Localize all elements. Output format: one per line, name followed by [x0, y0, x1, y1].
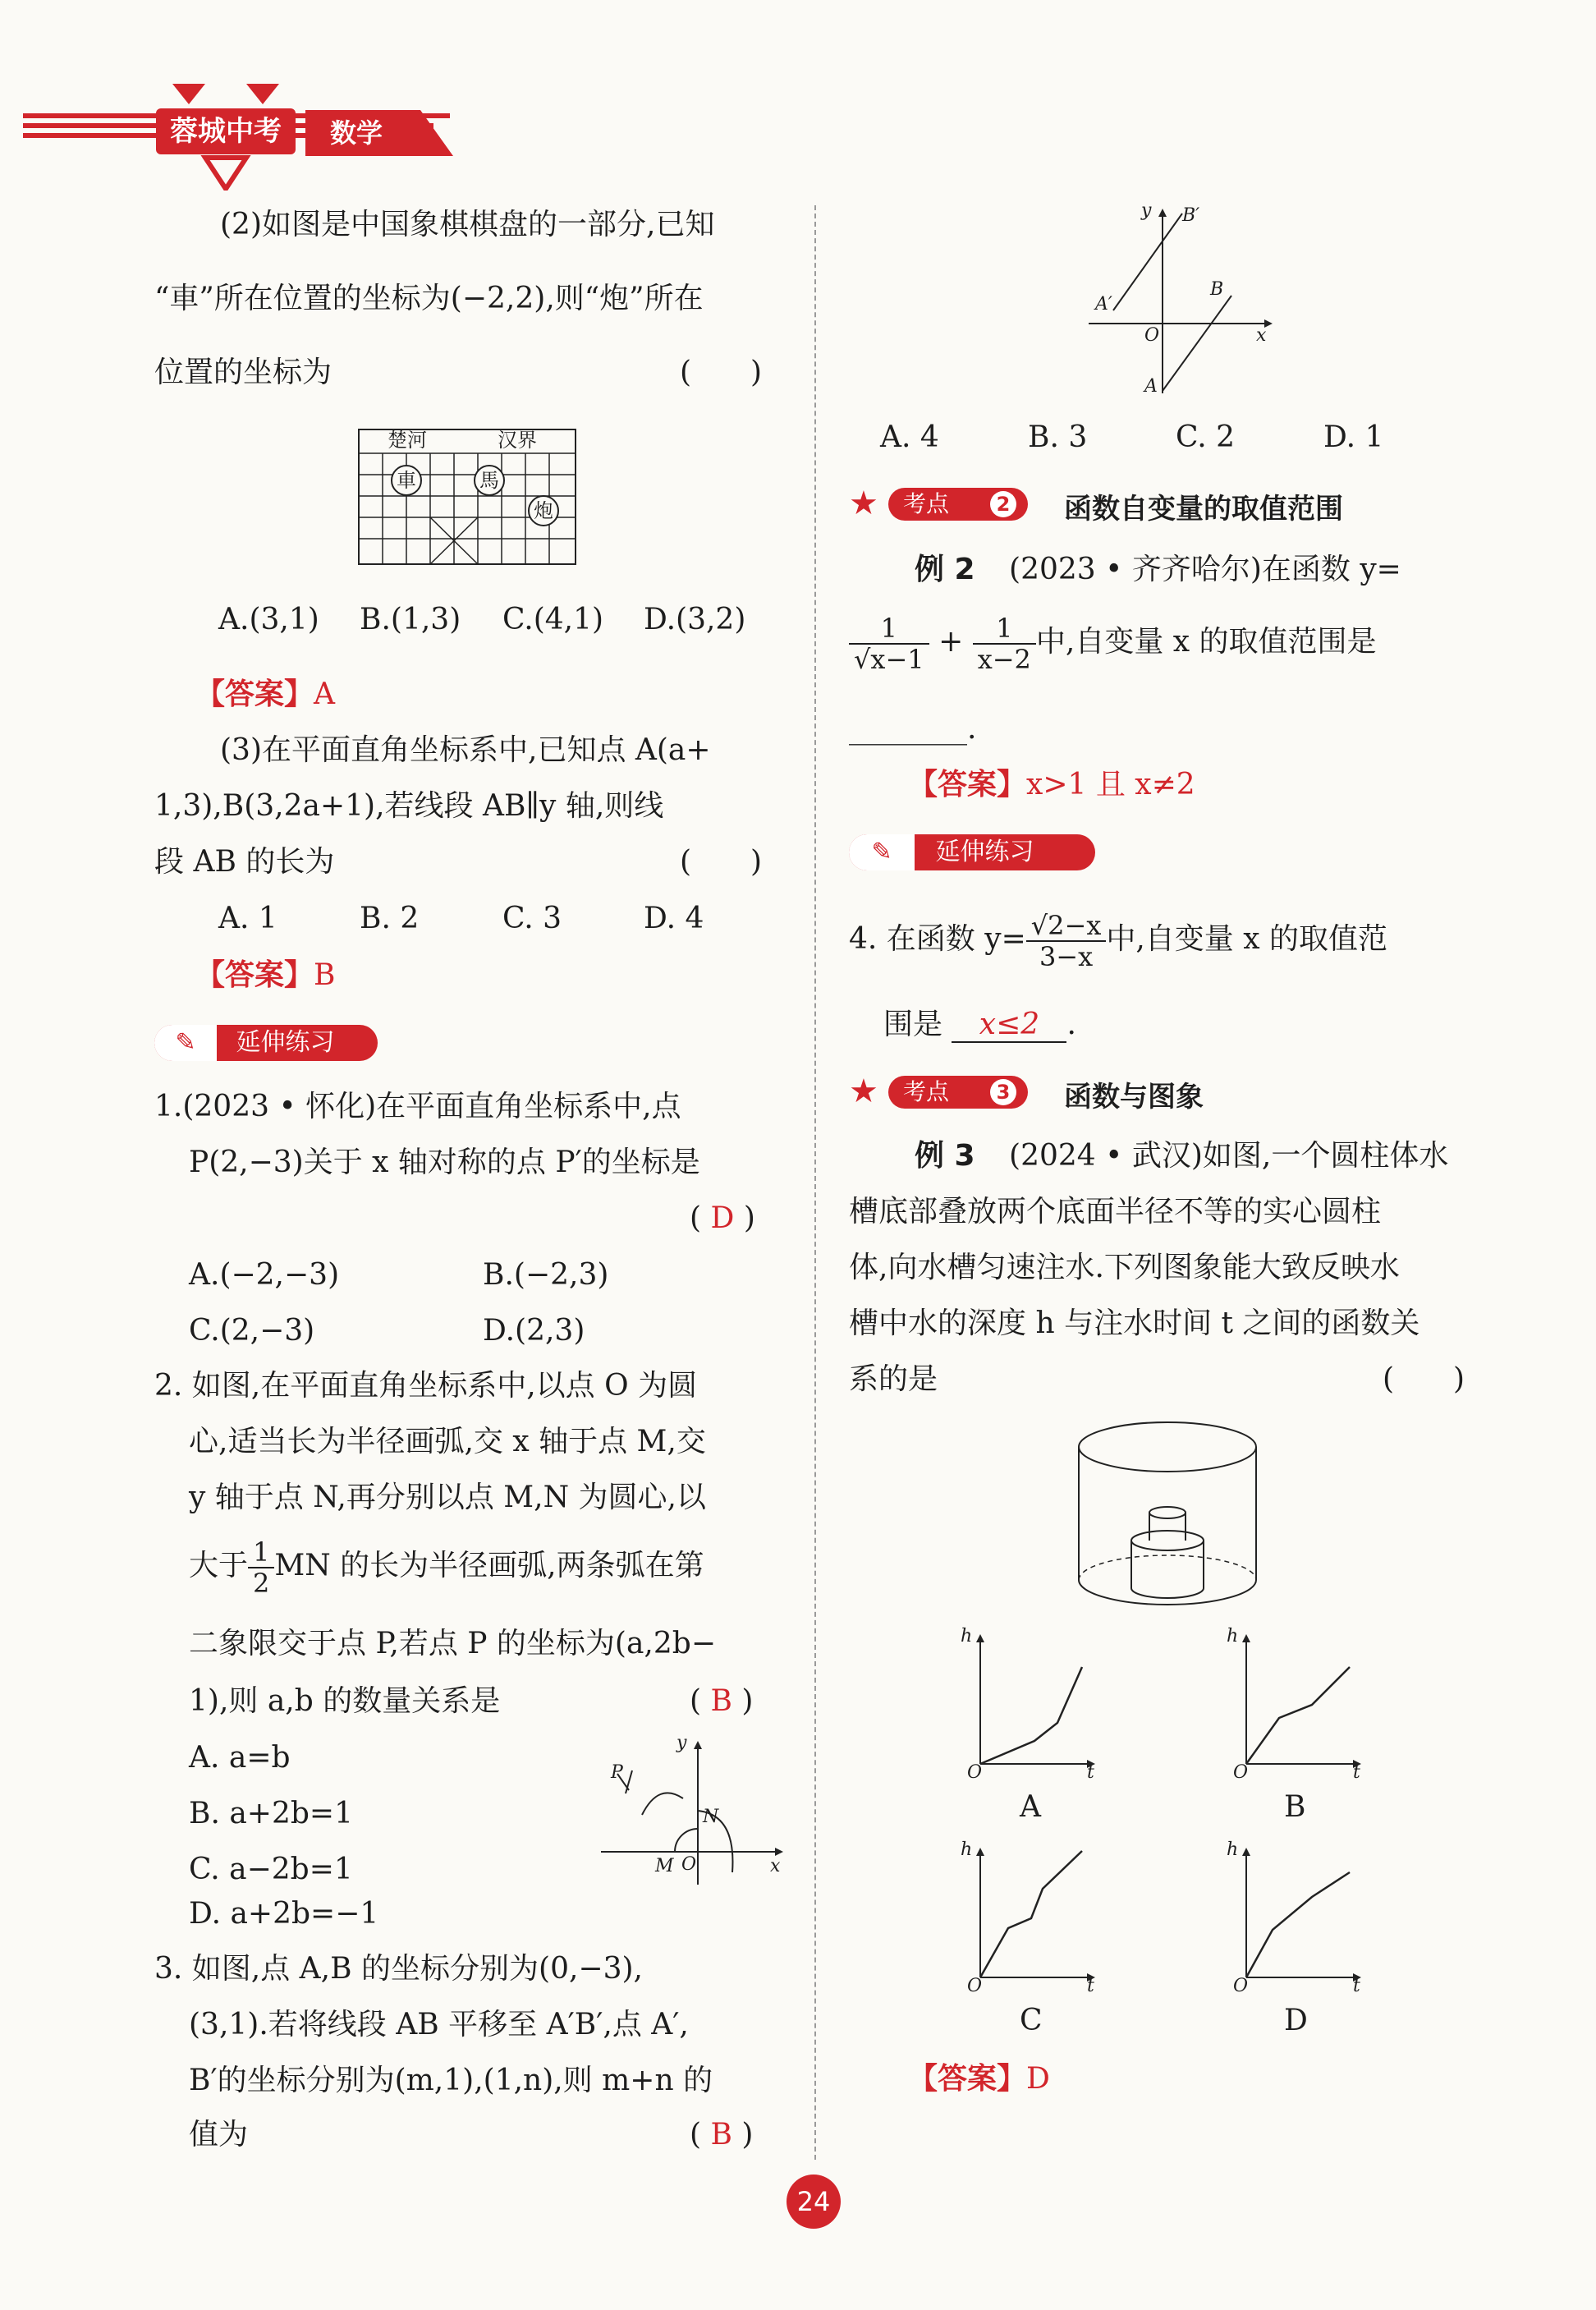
page-number-badge — [787, 2175, 841, 2229]
q3-option-c: C. 3 — [502, 902, 562, 935]
example-2-label: 例 2 — [915, 553, 975, 586]
extension-label: 延伸练习 — [236, 1028, 335, 1057]
graph-a-plot — [961, 1626, 1100, 1774]
e3-fig-a1: A′ — [1095, 294, 1112, 315]
answer-value: x>1 且 x≠2 — [1026, 768, 1195, 801]
e3-line2: (3,1).若将线段 AB 平移至 A′B′,点 A′, — [189, 2008, 689, 2041]
e3-line4: 值为 — [189, 2118, 249, 2152]
e4-den: 3−x — [1039, 941, 1094, 972]
e3-line3: B′的坐标分别为(m,1),(1,n),则 m+n 的 — [189, 2064, 713, 2097]
example-3-line2: 槽底部叠放两个底面半径不等的实心圆柱 — [849, 1195, 1382, 1228]
e3-option-b: B. 3 — [1028, 420, 1088, 454]
topic-2-title: 函数自变量的取值范围 — [1064, 493, 1343, 526]
star-person-icon: ★ — [849, 485, 878, 522]
brand-title: 蓉城中考 — [170, 115, 282, 148]
e1-answer-paren: ( D ) — [690, 1201, 755, 1235]
graph-a-t: t — [1087, 1762, 1094, 1783]
graph-c-o: O — [967, 1976, 983, 1996]
e2-fig-o: O — [681, 1854, 697, 1875]
e2-option-b: B. a+2b=1 — [189, 1797, 353, 1830]
e3-fig-x: x — [1256, 325, 1267, 346]
answer-value: D — [1026, 2062, 1050, 2096]
e1-option-a: A.(−2,−3) — [189, 1258, 340, 1292]
e3-fig-a: A — [1144, 376, 1158, 397]
e2-fig-p: P — [611, 1762, 623, 1783]
e2-arc-figure — [593, 1733, 790, 1889]
e4-mid: 中,自变量 x 的取值范 — [1106, 922, 1387, 956]
graph-b-h: h — [1227, 1626, 1239, 1646]
piece-chariot: 車 — [397, 469, 416, 492]
e2-fig-y: y — [676, 1733, 687, 1753]
e1-answer: D — [710, 1201, 735, 1235]
e2-line3: y 轴于点 N,再分别以点 M,N 为圆心,以 — [189, 1481, 707, 1514]
e4-prefix: 围是 — [883, 1008, 943, 1041]
column-divider — [814, 205, 816, 2160]
e2-option-d: D. a+2b=−1 — [189, 1897, 379, 1931]
topic-2-badge — [888, 488, 1028, 521]
q3-option-b: B. 2 — [360, 902, 420, 935]
graph-c-plot — [961, 1839, 1100, 1987]
q2-line3: 位置的坐标为 — [154, 356, 332, 389]
board-label-han: 汉界 — [498, 429, 537, 452]
q2-answer — [195, 678, 335, 711]
book-pen-icon: ✎ — [849, 834, 915, 870]
example-3-paren: ( ) — [1383, 1362, 1465, 1396]
book-pen-icon: ✎ — [154, 1025, 217, 1061]
chess-board-figure — [358, 429, 576, 565]
e2-fig-x: x — [770, 1856, 781, 1876]
piece-cannon: 炮 — [534, 499, 553, 522]
graph-d-t: t — [1353, 1976, 1360, 1996]
answer-label: 【答案】 — [195, 677, 314, 711]
e1-option-d: D.(2,3) — [483, 1314, 585, 1348]
water-tank-figure — [1069, 1416, 1266, 1613]
topic-2-header — [849, 485, 1506, 524]
e3-option-d: D. 1 — [1323, 420, 1384, 454]
topic-label: 考点 — [903, 1078, 950, 1105]
graph-b-plot — [1227, 1626, 1366, 1774]
e2-answer-paren: ( B ) — [690, 1684, 754, 1718]
q3-option-a: A. 1 — [218, 902, 277, 935]
example-2-text: (2023 • 齐齐哈尔)在函数 y= — [1009, 553, 1401, 586]
extension-practice-badge-right — [849, 834, 1095, 870]
graph-option-b — [1227, 1626, 1366, 1831]
e2-line2: 心,适当长为半径画弧,交 x 轴于点 M,交 — [189, 1425, 706, 1458]
example-3-label: 例 3 — [915, 1139, 975, 1173]
topic-number: 2 — [990, 491, 1016, 517]
e3-option-c: C. 2 — [1176, 420, 1236, 454]
e2-option-a: A. a=b — [189, 1741, 291, 1775]
graph-a-o: O — [967, 1762, 983, 1783]
e3-fig-y: y — [1141, 200, 1152, 221]
e3-answer-paren: ( B ) — [690, 2118, 754, 2152]
example-3-line3: 体,向水槽匀速注水.下列图象能大致反映水 — [849, 1251, 1400, 1284]
fraction-2 — [973, 613, 1036, 674]
e3-fig-b1: B′ — [1182, 205, 1200, 226]
e1-line1: 1.(2023 • 怀化)在平面直角坐标系中,点 — [154, 1090, 681, 1123]
graph-d-plot — [1227, 1839, 1366, 1987]
graph-c-t: t — [1087, 1976, 1094, 1996]
subject-label: 数学 — [330, 117, 383, 149]
e4-answer: x≤2 — [952, 1008, 1066, 1043]
e2-fig-m: M — [655, 1856, 674, 1876]
q3-line3: 段 AB 的长为 — [154, 845, 335, 879]
graph-option-a — [961, 1626, 1100, 1831]
e2-line5: 二象限交于点 P,若点 P 的坐标为(a,2b− — [189, 1627, 716, 1660]
example-2-blank: ________. — [849, 712, 977, 746]
fraction-numerator: 1 — [248, 1537, 274, 1568]
example-2-line1 — [915, 553, 1401, 586]
graph-option-d — [1227, 1839, 1366, 2045]
graph-c-label: C — [1020, 2004, 1043, 2037]
fraction-1 — [849, 613, 929, 674]
e2-line4 — [189, 1537, 704, 1598]
e4-start: 4. 在函数 y= — [849, 922, 1026, 956]
q2-option-c: C.(4,1) — [502, 603, 604, 636]
example-2-answer — [908, 769, 1195, 801]
answer-label: 【答案】 — [908, 768, 1027, 801]
frac2-num: 1 — [973, 613, 1036, 645]
e2-line4-start: 大于 — [189, 1549, 249, 1582]
e2-fig-n: N — [703, 1807, 719, 1827]
example-3-line1 — [915, 1140, 1448, 1173]
graph-a-h: h — [961, 1626, 973, 1646]
e3-fig-b: B — [1210, 279, 1224, 300]
example-3-text: (2024 • 武汉)如图,一个圆柱体水 — [1009, 1139, 1449, 1173]
answer-value: B — [314, 958, 336, 992]
graph-d-label: D — [1284, 2004, 1308, 2037]
header-logo — [156, 76, 296, 191]
example-3-answer — [908, 2063, 1050, 2096]
graph-b-label: B — [1284, 1790, 1306, 1824]
q3-paren: ( ) — [680, 845, 763, 879]
graph-d-h: h — [1227, 1839, 1239, 1860]
q3-answer — [195, 959, 335, 992]
page-number: 24 — [796, 2186, 831, 2217]
q2-option-b: B.(1,3) — [360, 603, 461, 636]
e4-line1 — [849, 907, 1387, 972]
e4-period: . — [1066, 1008, 1076, 1041]
topic-number: 3 — [990, 1079, 1016, 1105]
q2-paren: ( ) — [680, 356, 763, 389]
answer-value: A — [314, 677, 336, 711]
q3-option-d: D. 4 — [644, 902, 704, 935]
q3-line1: (3)在平面直角坐标系中,已知点 A(a+ — [220, 733, 711, 767]
topic-3-title: 函数与图象 — [1064, 1081, 1204, 1114]
topic-3-badge — [888, 1076, 1028, 1109]
q3-line2: 1,3),B(3,2a+1),若线段 AB∥y 轴,则线 — [154, 789, 664, 823]
e1-option-c: C.(2,−3) — [189, 1314, 315, 1348]
e1-option-b: B.(−2,3) — [483, 1258, 609, 1292]
frac1-num: 1 — [849, 613, 929, 645]
q2-option-d: D.(3,2) — [644, 603, 746, 636]
example-3-line5: 系的是 — [849, 1362, 938, 1396]
answer-label: 【答案】 — [195, 958, 314, 992]
subject-tag — [305, 110, 453, 156]
piece-horse: 馬 — [479, 469, 499, 492]
q2-option-a: A.(3,1) — [218, 603, 319, 636]
example-3-line4: 槽中水的深度 h 与注水时间 t 之间的函数关 — [849, 1307, 1420, 1340]
graph-b-o: O — [1233, 1762, 1249, 1783]
extension-practice-badge — [154, 1025, 378, 1061]
topic-label: 考点 — [903, 490, 950, 517]
e2-answer: B — [710, 1684, 732, 1718]
e3-option-a: A. 4 — [880, 420, 939, 454]
e2-line6: 1),则 a,b 的数量关系是 — [189, 1684, 501, 1718]
e4-num: √2−x — [1026, 911, 1107, 942]
frac2-den: x−2 — [977, 644, 1031, 675]
cylinder-tank-diagram — [1069, 1416, 1266, 1613]
graph-d-o: O — [1233, 1976, 1249, 1996]
graph-c-h: h — [961, 1839, 973, 1860]
q2-line2: “車”所在位置的坐标为(−2,2),则“炮”所在 — [154, 282, 704, 315]
e2-line1: 2. 如图,在平面直角坐标系中,以点 O 为圆 — [154, 1369, 698, 1403]
fraction-e4 — [1026, 911, 1107, 971]
e3-line1: 3. 如图,点 A,B 的坐标分别为(0,−3), — [154, 1952, 643, 1986]
frac1-den: √x−1 — [854, 644, 924, 675]
e3-fig-o: O — [1144, 325, 1160, 346]
q2-line1: (2)如图是中国象棋棋盘的一部分,已知 — [220, 208, 715, 241]
example-2-line2 — [849, 609, 1377, 675]
e3-answer: B — [710, 2118, 732, 2152]
extension-label: 延伸练习 — [935, 838, 1034, 866]
e1-line2: P(2,−3)关于 x 轴对称的点 P′的坐标是 — [189, 1146, 700, 1179]
fraction-one-half — [248, 1537, 274, 1598]
answer-label: 【答案】 — [908, 2062, 1027, 2096]
graph-option-c — [961, 1839, 1100, 2045]
e2-line4-end: MN 的长为半径画弧,两条弧在第 — [274, 1549, 704, 1582]
star-person-icon: ★ — [849, 1072, 878, 1110]
plus-sign: + — [938, 625, 964, 659]
fraction-denominator: 2 — [253, 1568, 270, 1599]
e4-line2 — [883, 1008, 1076, 1043]
topic-3-header — [849, 1072, 1506, 1112]
example-2-tail: 中,自变量 x 的取值范围是 — [1035, 625, 1377, 659]
e2-option-c: C. a−2b=1 — [189, 1853, 353, 1886]
board-label-chu: 楚河 — [388, 429, 427, 452]
graph-a-label: A — [1020, 1790, 1041, 1824]
e3-coordinate-figure — [1080, 200, 1277, 397]
graph-b-t: t — [1353, 1762, 1360, 1783]
